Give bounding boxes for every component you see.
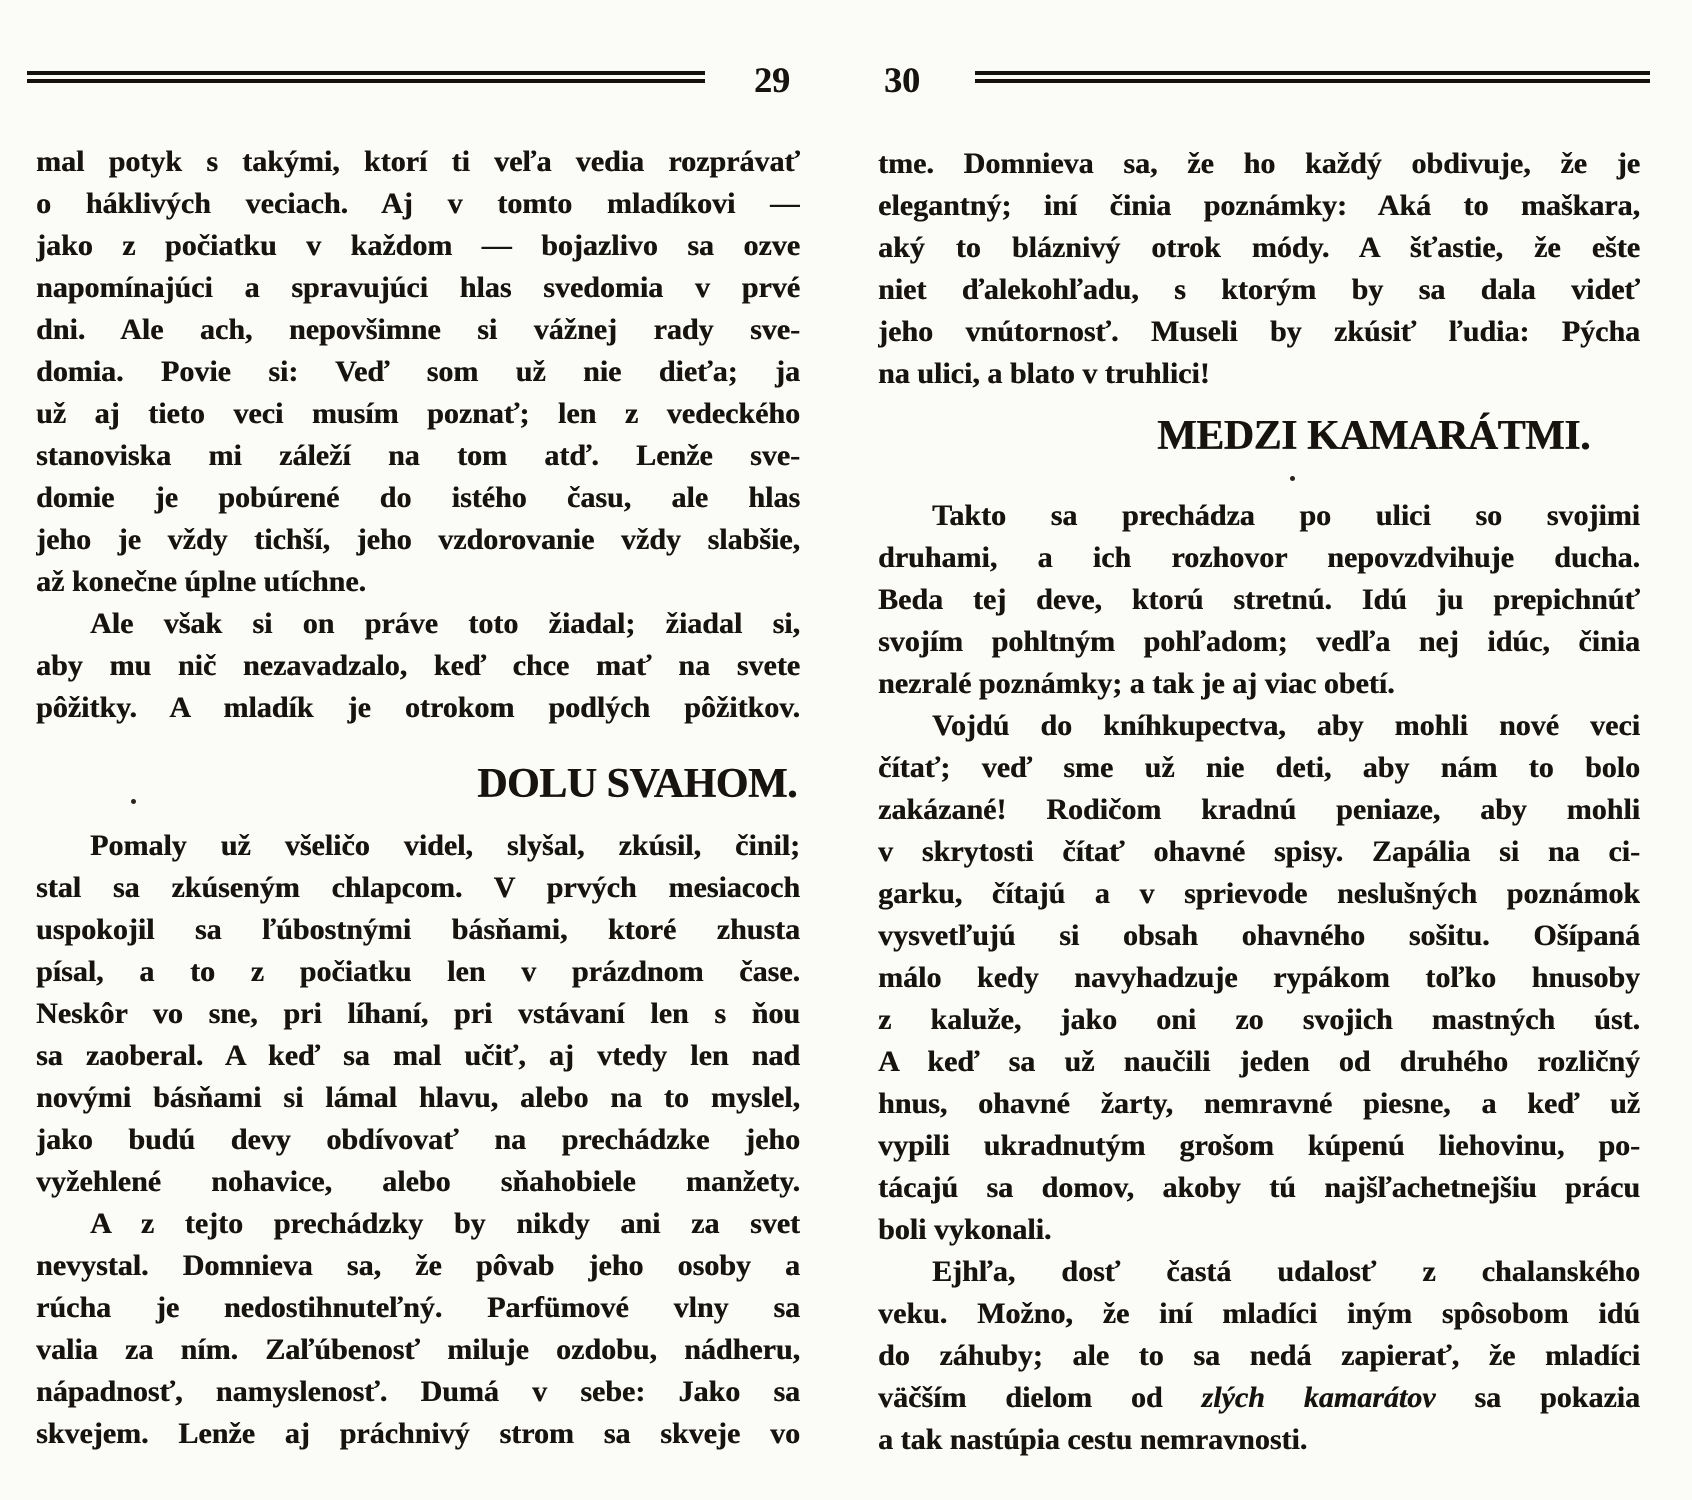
text-line: Pomaly už všeličo videl, slyšal, zkúsil, činil; (90, 829, 800, 862)
text-line: v skrytosti čítať ohavné spisy. Zapália si na ci- (878, 835, 1640, 868)
text-line: málo kedy navyhadzuje rypákom toľko hnusoby (878, 961, 1640, 994)
section-heading-dolu-svahom: DOLU SVAHOM. (477, 761, 797, 807)
text-line: až konečne úplne utíchne. (36, 565, 367, 598)
text-line: a tak nastúpia cestu nemravnosti. (878, 1423, 1308, 1456)
text-line: písal, a to z počiatku len v prázdnom čase. (36, 955, 800, 988)
text-line: skvejem. Lenže aj práchnivý strom sa skveje vo (36, 1417, 800, 1450)
text-line: čítať; veď sme už nie deti, aby nám to bolo (878, 751, 1640, 784)
text-line: Neskôr vo sne, pri líhaní, pri vstávaní len s ňou (36, 997, 800, 1030)
text-line: zakázané! Rodičom kradnú peniaze, aby mohli (878, 793, 1640, 826)
italic-phrase: zlých kamarátov (1201, 1381, 1436, 1414)
text-line: stal sa zkúseným chlapcom. V prvých mesiacoch (36, 871, 800, 904)
text-segment: väčším dielom od (878, 1381, 1202, 1414)
text-line: nevystal. Domnieva sa, že pôvab jeho osoby a (36, 1249, 800, 1282)
left-page (36, 0, 800, 1500)
text-line: rúcha je nedostihnuteľný. Parfümové vlny sa (36, 1291, 800, 1324)
right-page (878, 0, 1640, 1500)
text-line: Ale však si on práve toto žiadal; žiadal si, (90, 607, 800, 640)
text-line: jeho je vždy tichší, jeho vzdorovanie vždy slabšie, (36, 523, 800, 556)
page-number-right: 30 (884, 60, 920, 100)
text-line: uspokojil sa ľúbostnými básňami, ktoré zhusta (36, 913, 800, 946)
text-line: do záhuby; ale to sa nedá zapierať, že mladíci (878, 1339, 1640, 1372)
page-number-left: 29 (754, 60, 790, 100)
text-line: veku. Možno, že iní mladíci iným spôsobom idú (878, 1297, 1640, 1330)
text-line: aký to bláznivý otrok módy. A šťastie, že ešte (878, 231, 1640, 264)
text-line: aby mu nič nezavadzalo, keď chce mať na svete (36, 649, 800, 682)
text-line: sa zaoberal. A keď sa mal učiť, aj vtedy len nad (36, 1039, 800, 1072)
paragraph (878, 495, 1640, 705)
paragraph (878, 1251, 1640, 1461)
text-line: jako budú devy obdívovať na prechádzke jeho (36, 1123, 800, 1156)
text-line: A keď sa už naučili jeden od druhého rozličný (878, 1045, 1640, 1078)
text-line: na ulici, a blato v truhlici! (878, 357, 1210, 390)
paragraph (36, 1203, 800, 1455)
text-line: pôžitky. A mladík je otrokom podlých pôžitkov. (36, 691, 800, 724)
ink-speck (131, 799, 136, 804)
text-line: nezralé poznámky; a tak je aj viac obetí. (878, 667, 1395, 700)
paragraph (878, 705, 1640, 1251)
section-heading-medzi-kamaratmi: MEDZI KAMARÁTMI. (1157, 413, 1590, 459)
text-line: z kaluže, jako oni zo svojich mastných úst. (878, 1003, 1640, 1036)
text-segment: sa pokazia (1435, 1381, 1640, 1414)
paragraph (36, 825, 800, 1203)
text-line: nápadnosť, namyslenosť. Dumá v sebe: Jako sa (36, 1375, 800, 1408)
text-line: boli vykonali. (878, 1213, 1052, 1246)
text-line: stanoviska mi záleží na tom atď. Lenže sve- (36, 439, 800, 472)
text-line: vypili ukradnutým grošom kúpenú liehovinu, po- (878, 1129, 1640, 1162)
text-line: vyžehlené nohavice, alebo sňahobiele manžety. (36, 1165, 800, 1198)
text-line: tácajú sa domov, akoby tú najšľachetnejšiu prácu (878, 1171, 1640, 1204)
text-line: Takto sa prechádza po ulici so svojimi (932, 499, 1640, 532)
text-line: Ejhľa, dosť častá udalosť z chalanského (932, 1255, 1640, 1288)
text-line: vysvetľujú si obsah ohavného sošitu. Ošípaná (878, 919, 1640, 952)
ink-speck (1290, 476, 1295, 481)
text-line: jako z počiatku v každom — bojazlivo sa ozve (36, 229, 800, 262)
text-line: svojím pohltným pohľadom; vedľa nej idúc, činia (878, 625, 1640, 658)
text-line: niet ďalekohľadu, s ktorým by sa dala videť (878, 273, 1640, 306)
paragraph (878, 143, 1640, 395)
text-line (878, 1377, 1640, 1419)
text-line: garku, čítajú a v sprievode neslušných poznámok (878, 877, 1640, 910)
paragraph (36, 141, 800, 603)
text-line: tme. Domnieva sa, že ho každý obdivuje, že je (878, 147, 1640, 180)
text-line: novými básňami si lámal hlavu, alebo na to myslel, (36, 1081, 800, 1114)
text-line: Vojdú do kníhkupectva, aby mohli nové veci (932, 709, 1640, 742)
text-line: hnus, ohavné žarty, nemravné piesne, a keď už (878, 1087, 1640, 1120)
text-line: o háklivých veciach. Aj v tomto mladíkovi — (36, 187, 800, 220)
text-line: mal potyk s takými, ktorí ti veľa vedia rozprávať (36, 145, 800, 178)
text-line: A z tejto prechádzky by nikdy ani za svet (90, 1207, 800, 1240)
text-line: už aj tieto veci musím poznať; len z vedeckého (36, 397, 800, 430)
text-line: domia. Povie si: Veď som už nie dieťa; ja (36, 355, 800, 388)
text-line: druhami, a ich rozhovor nepovzdvihuje ducha. (878, 541, 1640, 574)
paragraph (36, 603, 800, 729)
text-line: domie je pobúrené do istého času, ale hlas (36, 481, 800, 514)
text-line: jeho vnútornosť. Museli by zkúsiť ľudia: Pýcha (878, 315, 1640, 348)
text-line: elegantný; iní činia poznámky: Aká to maškara, (878, 189, 1640, 222)
text-line: Beda tej deve, ktorú stretnú. Idú ju prepichnúť (878, 583, 1640, 616)
text-line: valia za ním. Zaľúbenosť miluje ozdobu, nádheru, (36, 1333, 800, 1366)
text-line: napomínajúci a spravujúci hlas svedomia v prvé (36, 271, 800, 304)
text-line: dni. Ale ach, nepovšimne si vážnej rady sve- (36, 313, 800, 346)
